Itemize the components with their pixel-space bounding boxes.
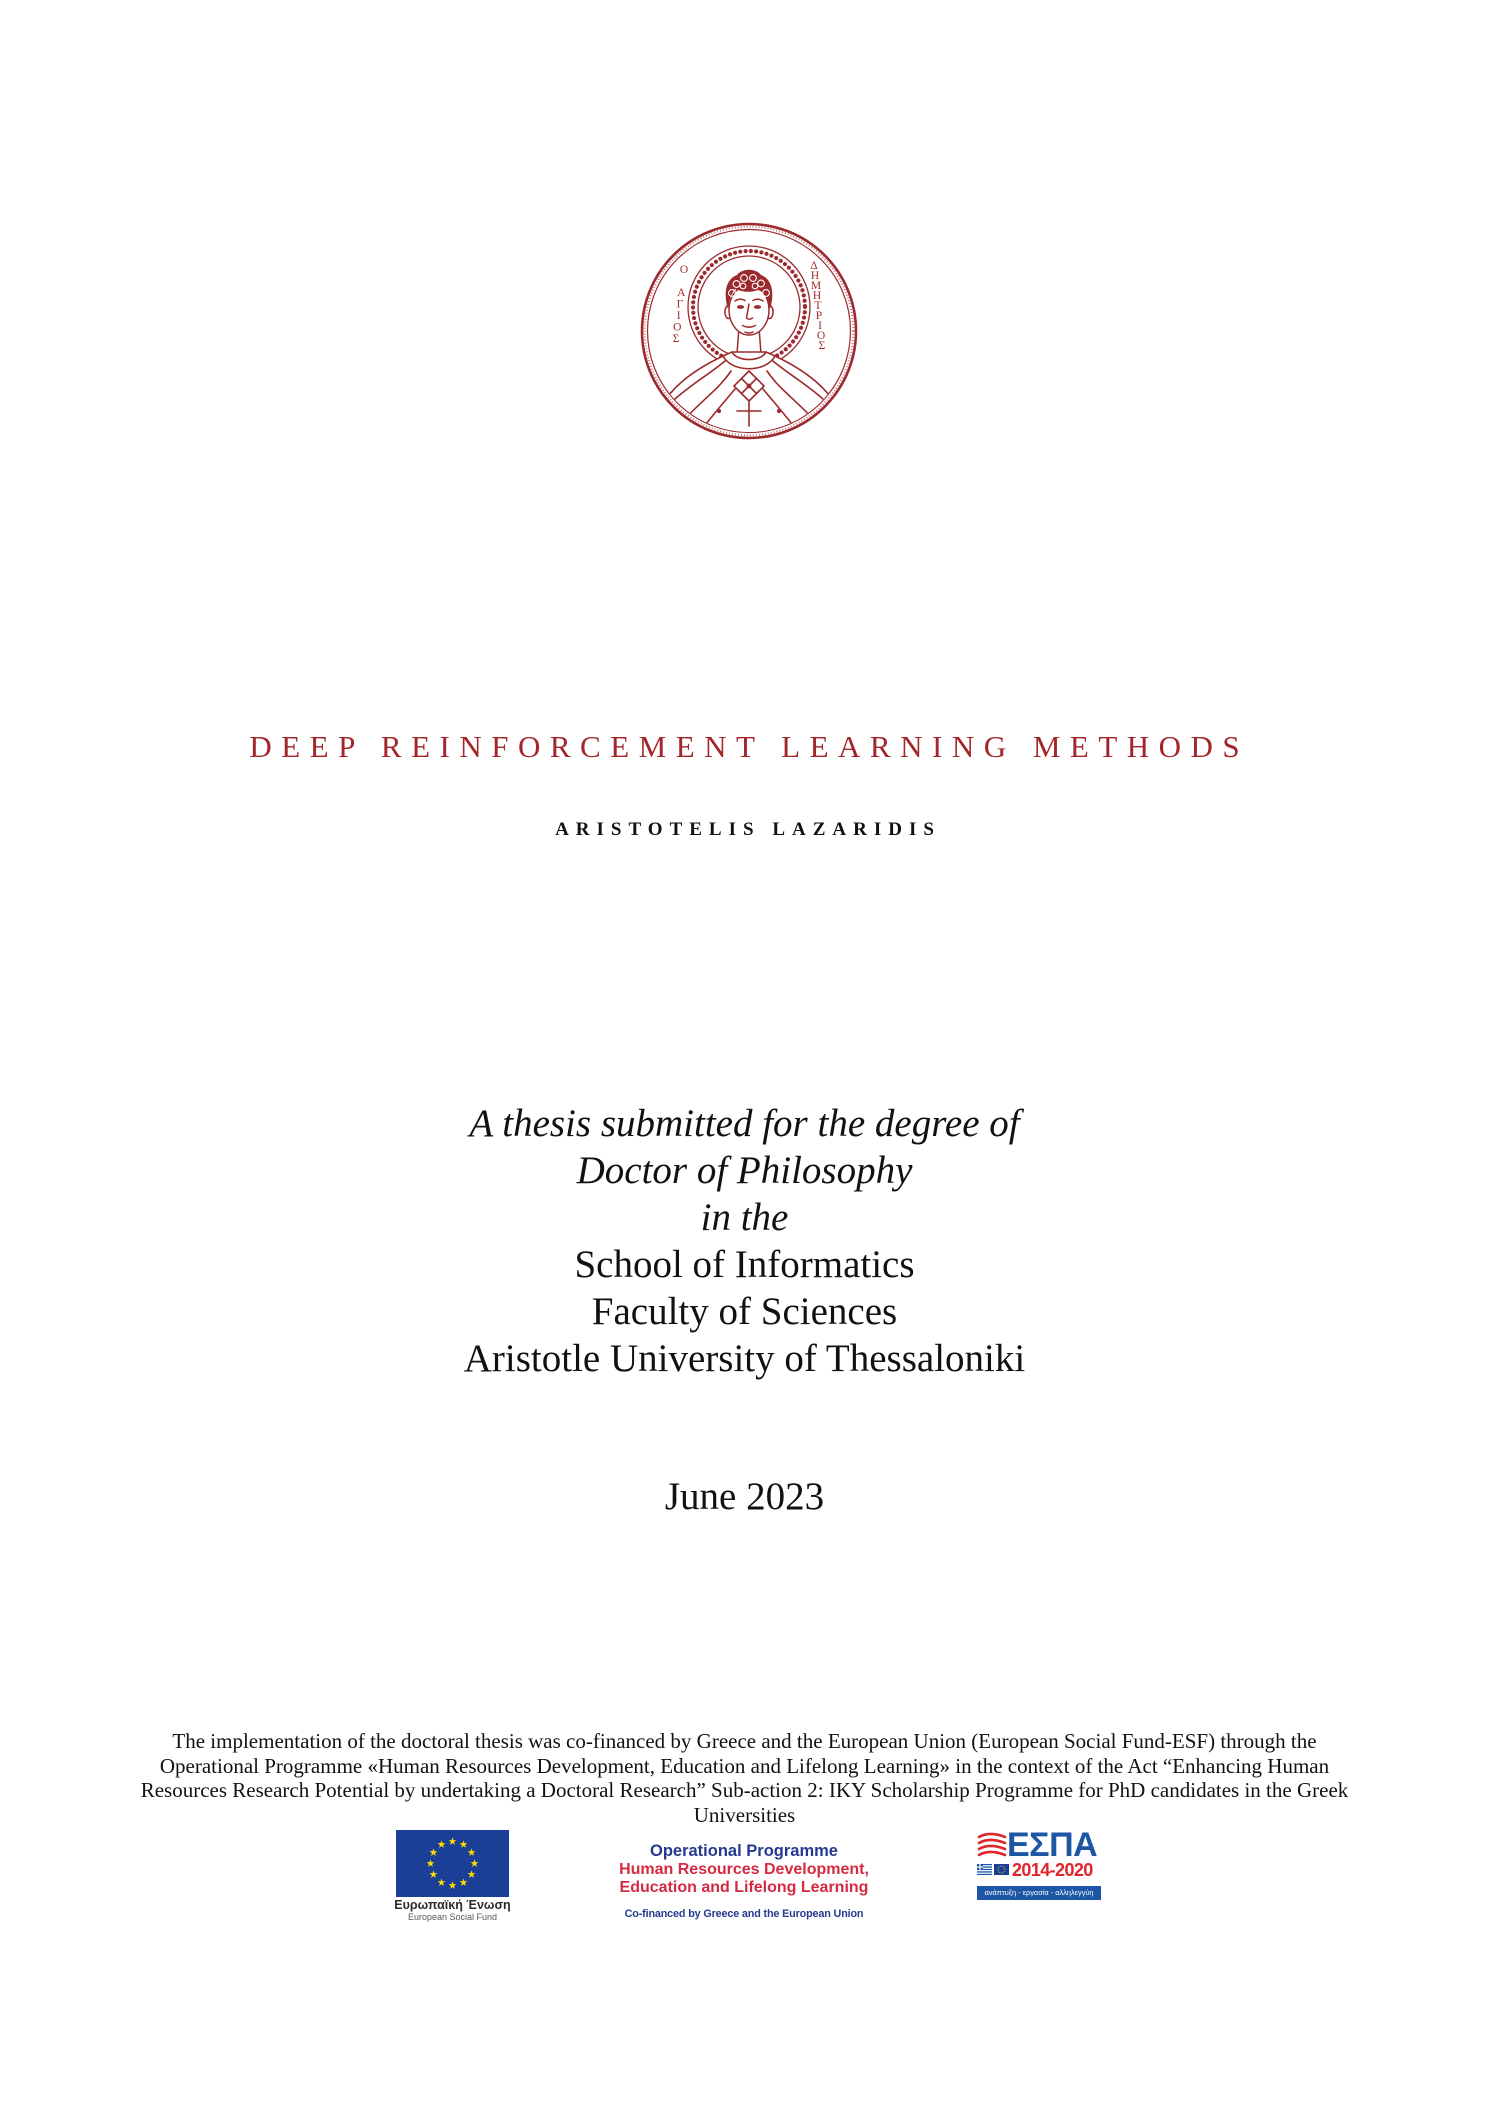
seal-letter: Ι	[676, 310, 681, 322]
seal-letter: Η	[812, 290, 822, 302]
funding-note-line: Universities	[693, 1802, 796, 1827]
seal-letter: Σ	[818, 340, 826, 352]
espa-tagline-bar	[977, 1886, 1101, 1900]
op-name-line: Human Resources Development,	[619, 1861, 869, 1878]
seal-letter: Γ	[676, 298, 684, 311]
seal-letter: Μ	[810, 280, 822, 292]
seal-letter: Ι	[818, 320, 822, 332]
eu-logo-fund: European Social Fund	[407, 1912, 498, 1922]
op-name-line: Education and Lifelong Learning	[619, 1879, 869, 1896]
faculty-name: Faculty of Sciences	[591, 1290, 898, 1333]
seal-letter: Ο	[816, 330, 826, 342]
espa-swoosh-icon	[977, 1832, 1007, 1860]
degree-line: A thesis submitted for the degree of	[469, 1102, 1020, 1145]
school-name: School of Informatics	[574, 1243, 915, 1286]
espa-period: 2014-2020	[1012, 1860, 1093, 1880]
university-name: Aristotle University of Thessaloniki	[463, 1337, 1026, 1380]
degree-name: Doctor of Philosophy	[576, 1149, 913, 1192]
seal-lettering-right	[810, 260, 825, 352]
eu-social-fund-logo	[396, 1830, 509, 1926]
espa-tagline: ανάπτυξη - εργασία - αλληλεγγύη	[984, 1888, 1094, 1897]
seal-garment	[647, 352, 851, 441]
degree-line: in the	[700, 1196, 789, 1239]
thesis-title: DEEP REINFORCEMENT LEARNING METHODS	[249, 729, 1250, 764]
op-cofinanced-note: Co-financed by Greece and the European Union	[624, 1908, 864, 1920]
university-seal-logo	[639, 221, 859, 441]
funding-note-line: The implementation of the doctoral thesis was co-financed by Greece and the European Union (European Social Fund-ESF) through the	[172, 1729, 1317, 1753]
espa-name: ΕΣΠΑ	[1007, 1826, 1098, 1864]
op-heading: Operational Programme	[650, 1842, 838, 1860]
seal-letter: Σ	[672, 333, 680, 345]
author-name: ARISTOTELIS LAZARIDIS	[555, 819, 941, 840]
seal-letter: Η	[810, 270, 820, 282]
funding-note-line: Resources Research Potential by undertaking a Doctoral Research” Sub-action 2: IKY Scholarship Programme for PhD candidates in the Greek	[140, 1778, 1349, 1802]
eu-flag-icon	[396, 1830, 509, 1897]
seal-letter: Ο	[679, 264, 689, 276]
seal-lettering-left	[673, 264, 689, 345]
seal-letter: Ο	[673, 321, 682, 334]
seal-letter: Τ	[814, 300, 822, 312]
seal-letter: Δ	[810, 260, 818, 272]
operational-programme-logo	[598, 1842, 890, 1926]
eu-logo-name: Ευρωπαϊκή Ένωση	[394, 1898, 511, 1912]
greek-flag-icon	[977, 1864, 992, 1875]
funding-note	[0, 1729, 1489, 1827]
seal-letter: Ρ	[815, 310, 823, 322]
submission-date: June 2023	[664, 1475, 825, 1518]
degree-statement	[0, 1100, 1489, 1382]
espa-logo	[977, 1828, 1103, 1902]
eu-mini-flag-icon	[994, 1864, 1009, 1875]
seal-letter: Α	[677, 287, 686, 299]
funding-note-line: Operational Programme «Human Resources Development, Education and Lifelong Learning» in the context of the Act “Enhancing Human	[159, 1753, 1330, 1778]
